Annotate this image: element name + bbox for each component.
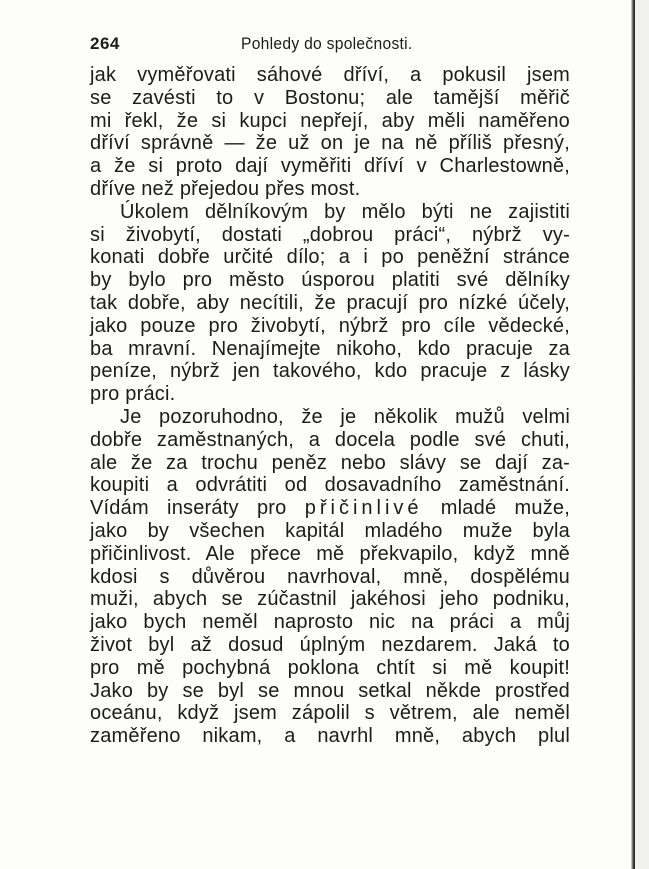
text-line: oceánu, když jsem zápolil s větrem, ale neměl: [90, 702, 570, 725]
text-line: dobře zaměstnaných, a docela podle své chuti,: [90, 428, 570, 451]
text-line-composite: [90, 497, 570, 520]
text-line: peníze, nýbrž jen takového, kdo pracuje z lásky: [90, 360, 570, 383]
text-line: jako by všechen kapitál mladého muže byla: [90, 519, 570, 542]
text-line: přičinlivost. Ale přece mě překvapilo, když mně: [90, 542, 570, 565]
running-title: Pohledy do společnosti.: [241, 34, 413, 53]
page-header: [90, 34, 570, 56]
text-line: jak vyměřovati sáhové dříví, a pokusil jsem: [90, 64, 570, 86]
emphasized-word: přičinlivé: [304, 497, 423, 520]
text-line: jako bych neměl naprosto nic na práci a můj: [90, 611, 570, 634]
text-line: tak dobře, aby necítili, že pracují pro nízké účely,: [90, 291, 570, 314]
text-line: dříve než přejedou přes most.: [90, 177, 361, 200]
page-edge-shade: [635, 0, 649, 869]
text-line: konati dobře určité dílo; a i po peněžní stránce: [90, 246, 570, 269]
text-line: koupiti a odvrátiti od dosavadního zaměstnání.: [90, 474, 570, 497]
text-line: pro práci.: [90, 383, 176, 406]
text-line: ale že za trochu peněz nebo slávy se dají za-: [90, 451, 570, 474]
body-text: [90, 64, 570, 748]
text-line: muži, abych se zúčastnil jakéhosi jeho podniku,: [90, 588, 570, 611]
text-line: pro mě pochybná poklona chtít si mě koupit!: [90, 656, 570, 679]
text-line: se zavésti to v Bostonu; ale tamější měřič: [90, 86, 570, 109]
text-line: Je pozoruhodno, že je několik mužů velmi: [120, 405, 570, 428]
page-number: 264: [90, 34, 120, 53]
text-line: by bylo pro město úsporou platiti své dělníky: [90, 269, 570, 292]
text-line: ba mravní. Nenajímejte nikoho, kdo pracuje za: [90, 337, 570, 360]
text-line: mi řekl, že si kupci nepřejí, aby měli naměřeno: [90, 109, 570, 132]
text-line: Úkolem dělníkovým by mělo býti ne zajistiti: [120, 200, 570, 223]
page-edge-line: [631, 0, 635, 869]
text-line: si živobytí, dostati „dobrou práci“, nýbrž vy-: [90, 223, 570, 246]
text-line: a že si proto dají vyměřiti dříví v Charlestowně,: [90, 155, 570, 178]
text-line: zaměřeno nikam, a navrhl mně, abych plul: [90, 725, 570, 748]
text-line-start: Vídám inseráty pro: [90, 497, 305, 520]
text-line: dříví správně — že už on je na ně příliš přesný,: [90, 132, 570, 155]
text-line: Jako by se byl se mnou setkal někde prostřed: [90, 679, 570, 702]
text-line: kdosi s důvěrou navrhoval, mně, dospělému: [90, 565, 570, 588]
text-line: život byl až dosud úplným nezdarem. Jaká to: [90, 633, 570, 656]
text-line: jako pouze pro živobytí, nýbrž pro cíle vědecké,: [90, 314, 570, 337]
text-line-end: mladé muže,: [422, 497, 570, 520]
